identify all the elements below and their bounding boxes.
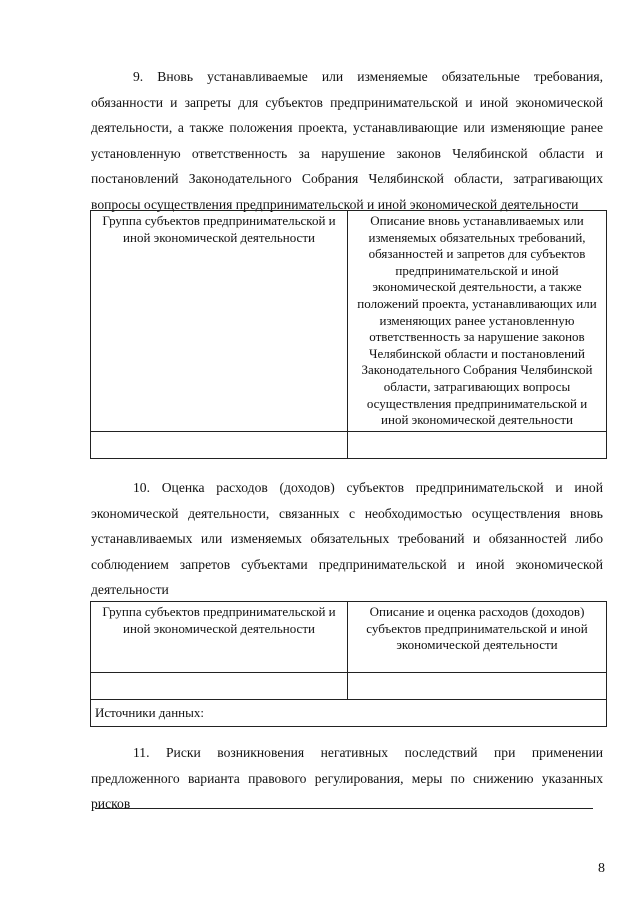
section-10-table bbox=[90, 601, 607, 727]
section-9-text: 9. Вновь устанавливаемые или изменяемые обязательные требования, обязанности и запреты для субъектов предпринимательской и иной экономической деятельности, а также положения проекта, устанавливающие или изменяющие ранее установленную ответственность за нарушение законов Челябинской области и постановлений Законодательного Собрания Челябинской области, затрагивающих вопросы осуществления предпринимательской и иной экономической деятельности bbox=[91, 69, 603, 212]
section-10-text: 10. Оценка расходов (доходов) субъектов предпринимательской и иной экономической деятельности, связанных с необходимостью осуществления вновь устанавливаемых или изменяемых обязательных требований и обязанностей либо соблюдением запретов субъектами предпринимательской и иной экономической деятельности bbox=[91, 480, 603, 597]
table-row bbox=[91, 673, 607, 700]
table-header-cell: Описание и оценка расходов (доходов) субъектов предпринимательской и иной экономической деятельности bbox=[348, 602, 607, 673]
table-header-cell: Группа субъектов предпринимательской и иной экономической деятельности bbox=[91, 602, 348, 673]
answer-line bbox=[95, 808, 593, 809]
table-header-cell: Описание вновь устанавливаемых или изменяемых обязательных требований, обязанностей и запретов для субъектов предпринимательской и иной экономической деятельности, а также положений проекта, устанавливающих или изменяющих ранее установленную ответственность за нарушение законов Челябинской области и постановлений Законодательного Собрания Челябинской области, затрагивающих вопросы осуществления предпринимательской и иной экономической деятельности bbox=[348, 211, 607, 432]
section-9-table bbox=[90, 210, 607, 459]
table-header-cell: Группа субъектов предпринимательской и иной экономической деятельности bbox=[91, 211, 348, 432]
section-11-text: 11. Риски возникновения негативных последствий при применении предложенного варианта правового регулирования, меры по снижению указанных рисков bbox=[91, 745, 603, 811]
table-header-row bbox=[91, 211, 607, 432]
table-cell bbox=[348, 431, 607, 458]
sources-cell: Источники данных: bbox=[91, 700, 607, 727]
table-cell bbox=[348, 673, 607, 700]
page-number: 8 bbox=[598, 861, 605, 876]
table-header-row bbox=[91, 602, 607, 673]
table-cell bbox=[91, 431, 348, 458]
table-cell bbox=[91, 673, 348, 700]
table-row bbox=[91, 700, 607, 727]
table-row bbox=[91, 431, 607, 458]
